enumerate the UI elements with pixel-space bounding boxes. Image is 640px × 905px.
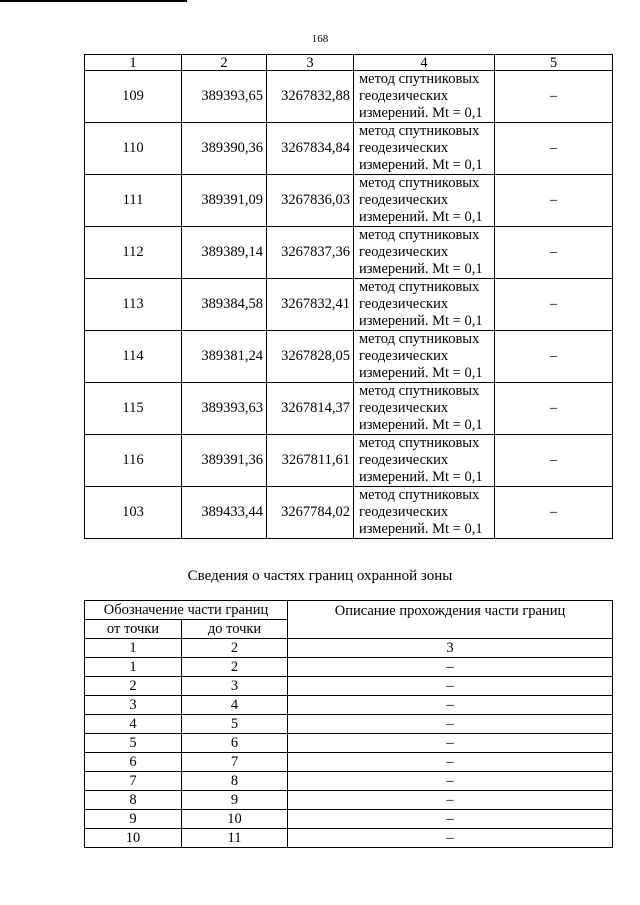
from-point: 8: [85, 791, 182, 810]
point-number: 111: [85, 175, 182, 227]
note-cell: –: [495, 279, 613, 331]
method-line: измерений. Mt = 0,1: [359, 209, 483, 225]
to-point: 4: [182, 696, 288, 715]
part-description: –: [288, 829, 613, 848]
y-coordinate: 3267834,84: [267, 123, 354, 175]
x-coordinate: 389389,14: [182, 227, 267, 279]
parts-number-row: [85, 639, 613, 658]
part-description: –: [288, 753, 613, 772]
to-point: 3: [182, 677, 288, 696]
part-description: –: [288, 810, 613, 829]
table-row: [85, 383, 613, 435]
x-coordinate: 389381,24: [182, 331, 267, 383]
boundary-parts-table: [84, 600, 613, 848]
note-cell: –: [495, 175, 613, 227]
table-row: [85, 734, 613, 753]
col-header: 4: [354, 55, 495, 71]
to-point: 5: [182, 715, 288, 734]
description-header: Описание прохождения части границ: [288, 601, 613, 639]
x-coordinate: 389393,63: [182, 383, 267, 435]
col-number: 2: [182, 639, 288, 658]
part-description: –: [288, 715, 613, 734]
method-line: измерений. Mt = 0,1: [359, 365, 483, 381]
method-line: геодезических: [359, 504, 449, 520]
method-line: геодезических: [359, 296, 449, 312]
method-cell: [354, 435, 495, 487]
method-cell: [354, 383, 495, 435]
note-cell: –: [495, 383, 613, 435]
page-number: 168: [311, 33, 329, 45]
to-point: 6: [182, 734, 288, 753]
y-coordinate: 3267784,02: [267, 487, 354, 539]
method-cell: [354, 331, 495, 383]
from-point: 10: [85, 829, 182, 848]
table-row: [85, 279, 613, 331]
method-line: геодезических: [359, 348, 449, 364]
y-coordinate: 3267832,88: [267, 71, 354, 123]
x-coordinate: 389390,36: [182, 123, 267, 175]
method-cell: [354, 175, 495, 227]
from-point: 7: [85, 772, 182, 791]
col-header: 1: [85, 55, 182, 71]
to-point: 11: [182, 829, 288, 848]
parts-group-header-row: [85, 601, 613, 620]
method-line: геодезических: [359, 192, 449, 208]
table-row: [85, 677, 613, 696]
method-line: геодезических: [359, 244, 449, 260]
method-line: метод спутниковых: [359, 331, 480, 347]
group-header: Обозначение части границ: [85, 601, 288, 620]
point-number: 112: [85, 227, 182, 279]
part-description: –: [288, 677, 613, 696]
to-point: 9: [182, 791, 288, 810]
method-line: измерений. Mt = 0,1: [359, 521, 483, 537]
from-point: 1: [85, 658, 182, 677]
table-row: [85, 791, 613, 810]
table-row: [85, 810, 613, 829]
note-cell: –: [495, 71, 613, 123]
point-number: 109: [85, 71, 182, 123]
method-line: метод спутниковых: [359, 123, 480, 139]
note-cell: –: [495, 227, 613, 279]
method-line: метод спутниковых: [359, 227, 480, 243]
table-row: [85, 71, 613, 123]
from-point: 6: [85, 753, 182, 772]
method-line: метод спутниковых: [359, 175, 480, 191]
y-coordinate: 3267814,37: [267, 383, 354, 435]
col-number: 3: [288, 639, 613, 658]
x-coordinate: 389391,36: [182, 435, 267, 487]
table-row: [85, 175, 613, 227]
table-row: [85, 753, 613, 772]
part-description: –: [288, 772, 613, 791]
note-cell: –: [495, 435, 613, 487]
method-line: метод спутниковых: [359, 435, 480, 451]
method-cell: [354, 487, 495, 539]
from-point: 2: [85, 677, 182, 696]
method-line: метод спутниковых: [359, 487, 480, 503]
to-point: 8: [182, 772, 288, 791]
x-coordinate: 389384,58: [182, 279, 267, 331]
method-cell: [354, 227, 495, 279]
from-point: 9: [85, 810, 182, 829]
part-description: –: [288, 658, 613, 677]
to-point-header: до точки: [182, 620, 288, 639]
method-line: измерений. Mt = 0,1: [359, 157, 483, 173]
table-row: [85, 331, 613, 383]
from-point: 5: [85, 734, 182, 753]
table-row: [85, 829, 613, 848]
part-description: –: [288, 696, 613, 715]
coordinates-table: [84, 54, 613, 539]
y-coordinate: 3267836,03: [267, 175, 354, 227]
from-point-header: от точки: [85, 620, 182, 639]
method-line: геодезических: [359, 140, 449, 156]
method-line: метод спутниковых: [359, 279, 480, 295]
method-line: геодезических: [359, 400, 449, 416]
method-cell: [354, 123, 495, 175]
y-coordinate: 3267837,36: [267, 227, 354, 279]
table-row: [85, 487, 613, 539]
method-line: метод спутниковых: [359, 383, 480, 399]
method-line: измерений. Mt = 0,1: [359, 105, 483, 121]
section-title: Сведения о частях границ охранной зоны: [187, 568, 453, 584]
x-coordinate: 389391,09: [182, 175, 267, 227]
table-row: [85, 658, 613, 677]
col-header: 2: [182, 55, 267, 71]
header-rule: [0, 0, 187, 2]
point-number: 110: [85, 123, 182, 175]
table-row: [85, 435, 613, 487]
note-cell: –: [495, 331, 613, 383]
x-coordinate: 389433,44: [182, 487, 267, 539]
y-coordinate: 3267811,61: [267, 435, 354, 487]
note-cell: –: [495, 487, 613, 539]
table-row: [85, 696, 613, 715]
col-header: 5: [495, 55, 613, 71]
coordinates-header-row: [85, 55, 613, 71]
to-point: 2: [182, 658, 288, 677]
method-line: измерений. Mt = 0,1: [359, 313, 483, 329]
method-line: геодезических: [359, 88, 449, 104]
x-coordinate: 389393,65: [182, 71, 267, 123]
point-number: 116: [85, 435, 182, 487]
table-row: [85, 715, 613, 734]
part-description: –: [288, 734, 613, 753]
from-point: 3: [85, 696, 182, 715]
point-number: 103: [85, 487, 182, 539]
method-line: измерений. Mt = 0,1: [359, 469, 483, 485]
point-number: 115: [85, 383, 182, 435]
to-point: 10: [182, 810, 288, 829]
from-point: 4: [85, 715, 182, 734]
note-cell: –: [495, 123, 613, 175]
table-row: [85, 123, 613, 175]
point-number: 113: [85, 279, 182, 331]
method-line: измерений. Mt = 0,1: [359, 417, 483, 433]
method-line: геодезических: [359, 452, 449, 468]
method-line: измерений. Mt = 0,1: [359, 261, 483, 277]
part-description: –: [288, 791, 613, 810]
col-header: 3: [267, 55, 354, 71]
col-number: 1: [85, 639, 182, 658]
method-cell: [354, 71, 495, 123]
to-point: 7: [182, 753, 288, 772]
point-number: 114: [85, 331, 182, 383]
y-coordinate: 3267832,41: [267, 279, 354, 331]
table-row: [85, 227, 613, 279]
method-cell: [354, 279, 495, 331]
y-coordinate: 3267828,05: [267, 331, 354, 383]
table-row: [85, 772, 613, 791]
method-line: метод спутниковых: [359, 71, 480, 87]
